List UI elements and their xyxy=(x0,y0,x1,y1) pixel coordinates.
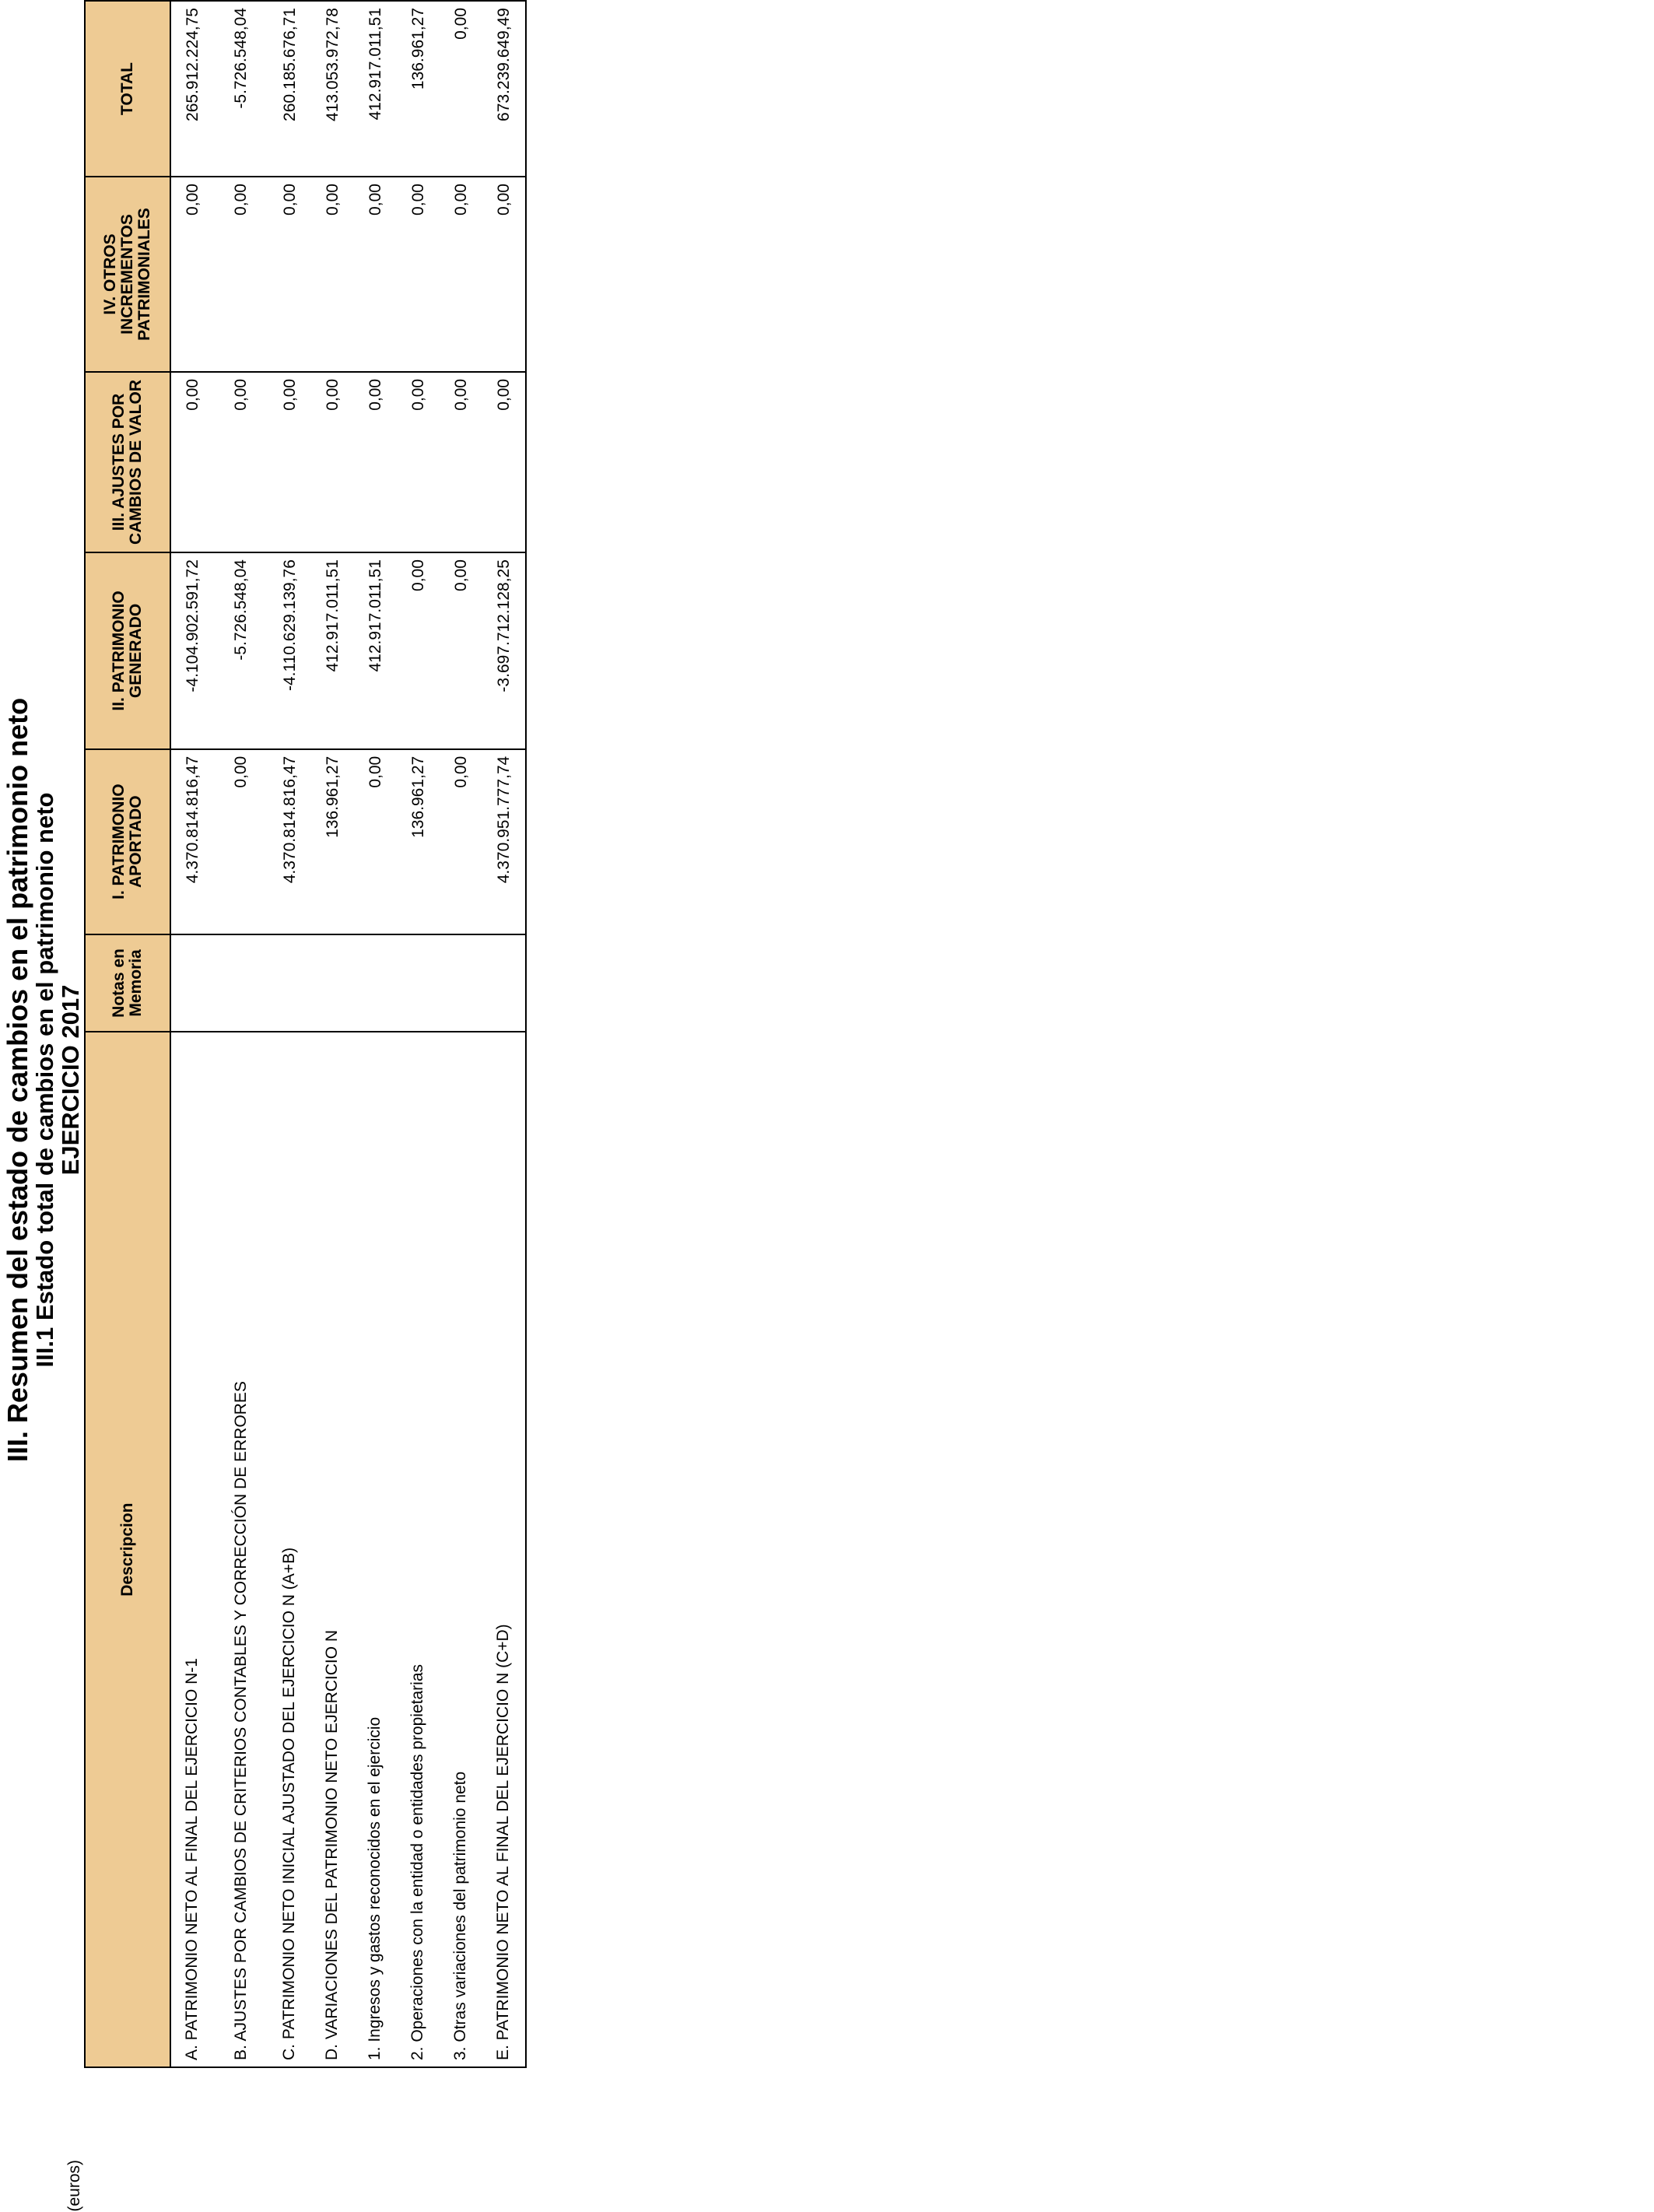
cell-otros: 0,00 xyxy=(170,177,214,372)
cell-aportado: 136.961,27 xyxy=(311,749,354,934)
cell-generado: 0,00 xyxy=(440,552,482,749)
cell-generado: -4.110.629.139,76 xyxy=(268,552,311,749)
row-notes xyxy=(170,934,214,1032)
cell-otros: 0,00 xyxy=(397,177,440,372)
col-header-notes: Notas en Memoria xyxy=(85,934,170,1032)
row-label: C. PATRIMONIO NETO INICIAL AJUSTADO DEL EJERCICIO N (A+B) xyxy=(268,1032,311,2067)
row-label: B. AJUSTES POR CAMBIOS DE CRITERIOS CONTABLES Y CORRECCIÓN DE ERRORES xyxy=(214,1032,268,2067)
table-row xyxy=(482,1,526,2067)
row-label: 1. Ingresos y gastos reconocidos en el ejercicio xyxy=(354,1032,397,2067)
fiscal-year: EJERCICIO 2017 xyxy=(57,984,84,1176)
col-header-description: Descripcion xyxy=(85,1032,170,2067)
cell-ajustes: 0,00 xyxy=(311,372,354,552)
header-row xyxy=(85,1,170,2067)
cell-aportado: 0,00 xyxy=(354,749,397,934)
cell-ajustes: 0,00 xyxy=(214,372,268,552)
col-header-total: TOTAL xyxy=(85,1,170,177)
row-notes xyxy=(214,934,268,1032)
cell-ajustes: 0,00 xyxy=(482,372,526,552)
row-notes xyxy=(311,934,354,1032)
col-header-otros: IV. OTROS INCREMENTOS PATRIMONIALES xyxy=(85,177,170,372)
cell-aportado: 4.370.814.816,47 xyxy=(170,749,214,934)
cell-generado: -3.697.712.128,25 xyxy=(482,552,526,749)
cell-total: -5.726.548,04 xyxy=(214,1,268,177)
row-notes xyxy=(354,934,397,1032)
cell-ajustes: 0,00 xyxy=(397,372,440,552)
table-row xyxy=(397,1,440,2067)
row-notes xyxy=(440,934,482,1032)
cell-generado: -4.104.902.591,72 xyxy=(170,552,214,749)
row-notes xyxy=(482,934,526,1032)
col-header-aportado: I. PATRIMONIO APORTADO xyxy=(85,749,170,934)
page-subtitle: III.1 Estado total de cambios en el patrimonio neto xyxy=(31,792,58,1368)
cell-otros: 0,00 xyxy=(268,177,311,372)
cell-total: 260.185.676,71 xyxy=(268,1,311,177)
cell-otros: 0,00 xyxy=(354,177,397,372)
table-row xyxy=(440,1,482,2067)
col-header-generado: II. PATRIMONIO GENERADO xyxy=(85,552,170,749)
cell-aportado: 4.370.951.777,74 xyxy=(482,749,526,934)
cell-aportado: 4.370.814.816,47 xyxy=(268,749,311,934)
row-label: 3. Otras variaciones del patrimonio neto xyxy=(440,1032,482,2067)
cell-aportado: 136.961,27 xyxy=(397,749,440,934)
row-notes xyxy=(268,934,311,1032)
col-header-ajustes: III. AJUSTES POR CAMBIOS DE VALOR xyxy=(85,372,170,552)
row-label: A. PATRIMONIO NETO AL FINAL DEL EJERCICIO N-1 xyxy=(170,1032,214,2067)
cell-generado: -5.726.548,04 xyxy=(214,552,268,749)
cell-ajustes: 0,00 xyxy=(440,372,482,552)
cell-otros: 0,00 xyxy=(214,177,268,372)
table-row xyxy=(170,1,214,2067)
cell-ajustes: 0,00 xyxy=(170,372,214,552)
cell-total: 673.239.649,49 xyxy=(482,1,526,177)
cell-total: 413.053.972,78 xyxy=(311,1,354,177)
cell-otros: 0,00 xyxy=(311,177,354,372)
cell-generado: 0,00 xyxy=(397,552,440,749)
cell-aportado: 0,00 xyxy=(440,749,482,934)
cell-ajustes: 0,00 xyxy=(268,372,311,552)
table-row xyxy=(311,1,354,2067)
cell-otros: 0,00 xyxy=(440,177,482,372)
table-row xyxy=(214,1,268,2067)
cell-generado: 412.917.011,51 xyxy=(354,552,397,749)
cell-aportado: 0,00 xyxy=(214,749,268,934)
row-notes xyxy=(397,934,440,1032)
table-row xyxy=(268,1,311,2067)
cell-total: 265.912.224,75 xyxy=(170,1,214,177)
cell-total: 136.961,27 xyxy=(397,1,440,177)
table-row xyxy=(354,1,397,2067)
row-label: E. PATRIMONIO NETO AL FINAL DEL EJERCICIO N (C+D) xyxy=(482,1032,526,2067)
currency-unit: (euros) xyxy=(65,2160,83,2212)
row-label: D. VARIACIONES DEL PATRIMONIO NETO EJERCICIO N xyxy=(311,1032,354,2067)
cell-ajustes: 0,00 xyxy=(354,372,397,552)
row-label: 2. Operaciones con la entidad o entidades propietarias xyxy=(397,1032,440,2067)
cell-otros: 0,00 xyxy=(482,177,526,372)
cell-total: 0,00 xyxy=(440,1,482,177)
equity-changes-table xyxy=(84,0,527,2068)
page-title: III. Resumen del estado de cambios en el patrimonio neto xyxy=(2,697,33,1463)
cell-total: 412.917.011,51 xyxy=(354,1,397,177)
cell-generado: 412.917.011,51 xyxy=(311,552,354,749)
